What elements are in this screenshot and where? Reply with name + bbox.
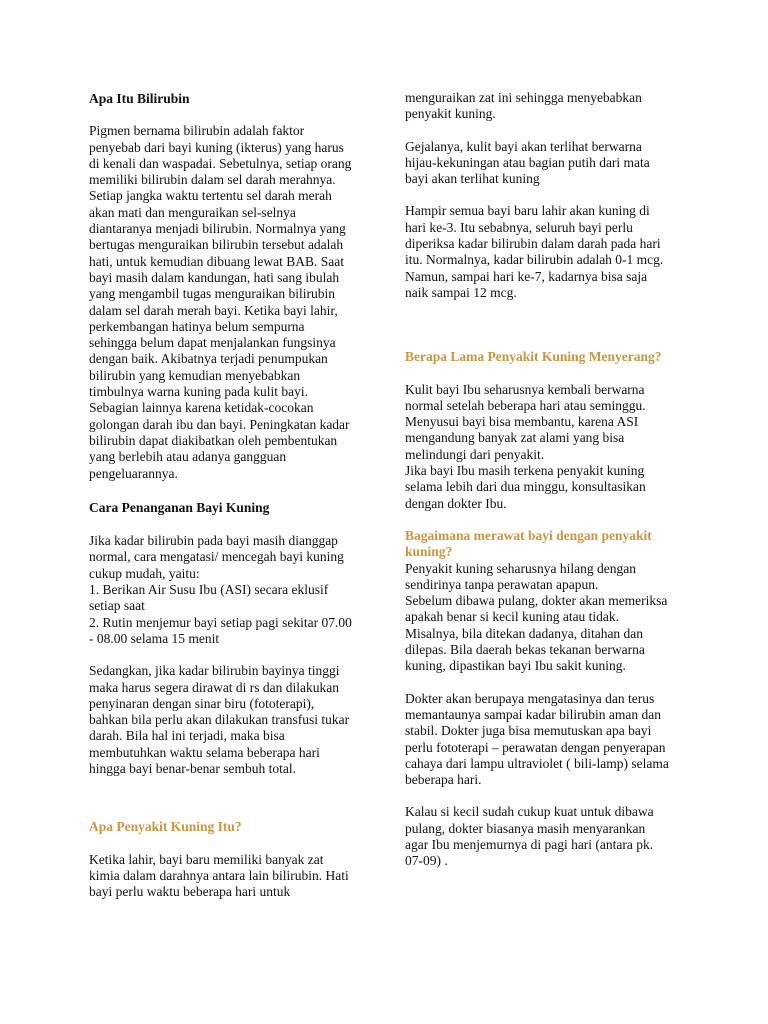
paragraph-hampir-semua-bayi: Hampir semua bayi baru lahir akan kuning di hari ke-3. Itu sebabnya, seluruh bayi perlu diperiksa kadar bilirubin dalam darah pada hari itu. Normalnya, kadar bilirubin adalah 0-1 mcg. Namun, sampai hari ke-7, kadarnya bisa saja naik sampai 12 mcg. [405,203,664,300]
heading-apa-itu-bilirubin: Apa Itu Bilirubin [89,91,190,106]
paragraph-penyakit-kuning-intro: Ketika lahir, bayi baru memiliki banyak zat kimia dalam darahnya antara lain bilirubin. Hati bayi perlu waktu beberapa hari untuk [89,851,349,900]
paragraph-penanganan-normal: Jika kadar bilirubin pada bayi masih dianggap normal, cara mengatasi/ mencegah bayi kuning cukup mudah, yaitu: 1. Berikan Air Susu Ibu (ASI) secara eklusif setiap saat 2. Rutin menjemur bayi setiap pagi sekitar 07.00 - 08.00 selama 15 menit [89,533,352,646]
paragraph-merawat: Penyakit kuning seharusnya hilang dengan sendirinya tanpa perawatan apapun. Sebelum dibawa pulang, dokter akan memeriksa apakah benar si kecil kuning atau tidak. Misalnya, bila ditekan dadanya, ditahan dan dilepas. Bila daerah bekas tekanan berwarna kuning, dipastikan bayi Ibu sakit kuning. [405,560,668,674]
heading-berapa-lama: Berapa Lama Penyakit Kuning Menyerang? [405,349,662,365]
paragraph-penanganan-tinggi: Sedangkan, jika kadar bilirubin bayinya tinggi maka harus segera dirawat di rs dan dilakukan penyinaran dengan sinar biru (fototerapi), bahkan bila perlu akan dilakukan transfusi tukar darah. Bila hal ini terjadi, maka bisa membutuhkan waktu selama beberapa hari hingga bayi benar-benar sembuh total. [89,663,350,776]
heading-bagaimana-merawat: Bagaimana merawat bayi dengan penyakit kuning? [405,527,652,560]
right-column [405,90,677,870]
paragraph-bilirubin-intro: Pigmen bernama bilirubin adalah faktor penyebab dari bayi kuning (ikterus) yang harus di kenali dan waspadai. Sebetulnya, setiap orang memiliki bilirubin dalam sel darah merahnya. Setiap jangka waktu tertentu sel darah merah akan mati dan menguraikan sel-selnya diantaranya menjadi bilirubin. Normalnya yang bertugas menguraikan bilirubin tersebut adalah hati, untuk kemudian dibuang lewat BAB. Saat bayi masih dalam kandungan, hati sang ibulah yang mengambil tugas menguraikan bilirubin dalam sel darah merah bayi. Ketika bayi lahir, perkembangan hatinya belum sempurna sehingga belum dapat menjalankan fungsinya dengan baik. Akibatnya terjadi penumpukan bilirubin yang kemudian menyebabkan timbulnya warna kuning pada kulit bayi. Sebagian lainnya karena ketidak-cocokan golongan darah ibu dan bayi. Peningkatan kadar bilirubin dapat diakibatkan oleh pembentukan yang berlebih atau adanya gangguan pengeluarannya. [89,123,352,481]
heading-cara-penanganan: Cara Penanganan Bayi Kuning [89,499,270,515]
paragraph-continuation: menguraikan zat ini sehingga menyebabkan penyakit kuning. [405,90,642,122]
paragraph-dokter: Dokter akan berupaya mengatasinya dan terus memantaunya sampai kadar bilirubin aman dan stabil. Dokter juga bisa memutuskan apa bayi perlu fototerapi – perawatan dengan penyerapan cahaya dari lampu ultraviolet ( bili-lamp) selama beberapa hari. [405,690,669,788]
left-column [89,90,367,900]
paragraph-kalau-si-kecil: Kalau si kecil sudah cukup kuat untuk dibawa pulang, dokter biasanya masih menyarankan agar Ibu menjemurnya di pagi hari (antara pk. 07-09) . [405,804,654,869]
paragraph-berapa-lama: Kulit bayi Ibu seharusnya kembali berwarna normal setelah beberapa hari atau seminggu. Menyusui bayi bisa membantu, karena ASI mengandung banyak zat alami yang bisa melindungi dari penyakit. Jika bayi Ibu masih terkena penyakit kuning selama lebih dari dua minggu, konsultasikan dengan dokter Ibu. [405,381,646,511]
paragraph-gejala: Gejalanya, kulit bayi akan terlihat berwarna hijau-kekuningan atau bagian putih dari mata bayi akan terlihat kuning [405,138,650,187]
heading-apa-penyakit-kuning: Apa Penyakit Kuning Itu? [89,819,242,835]
